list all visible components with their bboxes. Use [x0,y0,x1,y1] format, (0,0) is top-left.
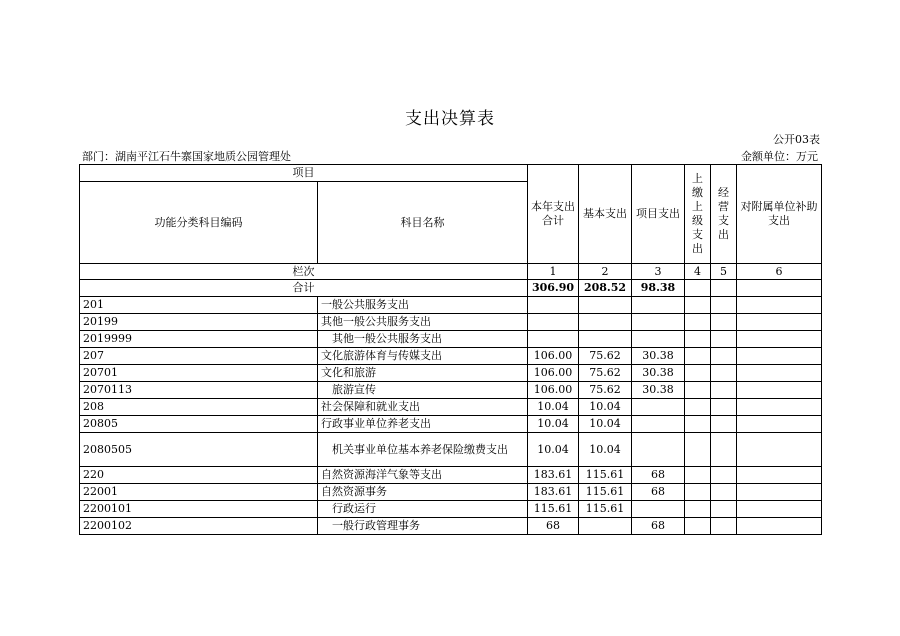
row-project: 30.38 [632,382,685,399]
row-name: 其他一般公共服务支出 [318,331,528,348]
row-project [632,331,685,348]
row-total: 10.04 [528,399,579,416]
row-basic: 115.61 [579,501,632,518]
row-basic [579,331,632,348]
department-label: 部门：湖南平江石牛寨国家地质公园管理处 [82,150,291,163]
row-total: 10.04 [528,416,579,433]
column-index-5: 5 [711,264,737,280]
row-total: 106.00 [528,365,579,382]
row-project: 68 [632,467,685,484]
header-business: 经营支出 [711,165,737,264]
column-index-1: 1 [528,264,579,280]
row-basic: 115.61 [579,484,632,501]
sum-total: 306.90 [528,280,579,297]
row-name: 文化和旅游 [318,365,528,382]
table-row [80,348,822,365]
row-code: 2019999 [80,331,318,348]
row-project: 30.38 [632,348,685,365]
column-index-label: 栏次 [80,264,528,280]
row-code: 201 [80,297,318,314]
header-project-expenditure: 项目支出 [632,165,685,264]
row-name: 机关事业单位基本养老保险缴费支出 [318,433,528,467]
header-upper: 上缴上级支出 [685,165,711,264]
table-row [80,314,822,331]
row-code: 20701 [80,365,318,382]
row-code: 2080505 [80,433,318,467]
table-row [80,433,822,467]
row-total: 183.61 [528,484,579,501]
table-row [80,501,822,518]
sum-row [80,280,822,297]
table-row [80,365,822,382]
form-number: 公开03表 [773,133,820,146]
row-project: 68 [632,518,685,535]
column-index-2: 2 [579,264,632,280]
column-index-row [80,264,822,280]
row-code: 20199 [80,314,318,331]
row-code: 207 [80,348,318,365]
row-name: 行政事业单位养老支出 [318,416,528,433]
row-basic: 75.62 [579,382,632,399]
header-subsidy: 对附属单位补助支出 [737,165,822,264]
row-code: 2200101 [80,501,318,518]
row-project: 30.38 [632,365,685,382]
row-code: 208 [80,399,318,416]
table-row [80,382,822,399]
row-code: 20805 [80,416,318,433]
row-code: 2200102 [80,518,318,535]
row-project [632,433,685,467]
row-total [528,297,579,314]
sum-basic: 208.52 [579,280,632,297]
row-project [632,399,685,416]
row-name: 自然资源海洋气象等支出 [318,467,528,484]
table-row [80,416,822,433]
row-name: 其他一般公共服务支出 [318,314,528,331]
row-code: 22001 [80,484,318,501]
amount-unit-label: 金额单位：万元 [741,150,818,163]
sum-label: 合计 [80,280,528,297]
header-name: 科目名称 [318,182,528,264]
row-total: 68 [528,518,579,535]
row-name: 行政运行 [318,501,528,518]
row-project [632,314,685,331]
column-index-6: 6 [737,264,822,280]
row-name: 一般行政管理事务 [318,518,528,535]
row-total: 115.61 [528,501,579,518]
row-basic: 75.62 [579,348,632,365]
row-total: 106.00 [528,382,579,399]
row-basic: 10.04 [579,416,632,433]
row-basic [579,314,632,331]
page-title: 支出决算表 [405,109,495,129]
expenditure-table [79,164,822,535]
row-basic: 10.04 [579,399,632,416]
row-project [632,297,685,314]
row-name: 文化旅游体育与传媒支出 [318,348,528,365]
row-name: 自然资源事务 [318,484,528,501]
table-row [80,399,822,416]
row-basic: 75.62 [579,365,632,382]
table-row [80,518,822,535]
column-index-3: 3 [632,264,685,280]
row-total [528,314,579,331]
column-index-4: 4 [685,264,711,280]
table-row [80,331,822,348]
row-basic: 10.04 [579,433,632,467]
row-name: 社会保障和就业支出 [318,399,528,416]
table-row [80,297,822,314]
row-basic [579,518,632,535]
row-total: 106.00 [528,348,579,365]
header-total: 本年支出合计 [528,165,579,264]
table-row [80,467,822,484]
row-name: 旅游宣传 [318,382,528,399]
row-total: 10.04 [528,433,579,467]
row-basic [579,297,632,314]
row-project [632,501,685,518]
row-project [632,416,685,433]
sum-project: 98.38 [632,280,685,297]
header-basic: 基本支出 [579,165,632,264]
header-project: 项目 [80,165,528,182]
row-total: 183.61 [528,467,579,484]
row-code: 220 [80,467,318,484]
table-row [80,484,822,501]
row-total [528,331,579,348]
row-name: 一般公共服务支出 [318,297,528,314]
header-code: 功能分类科目编码 [80,182,318,264]
row-basic: 115.61 [579,467,632,484]
row-project: 68 [632,484,685,501]
row-code: 2070113 [80,382,318,399]
